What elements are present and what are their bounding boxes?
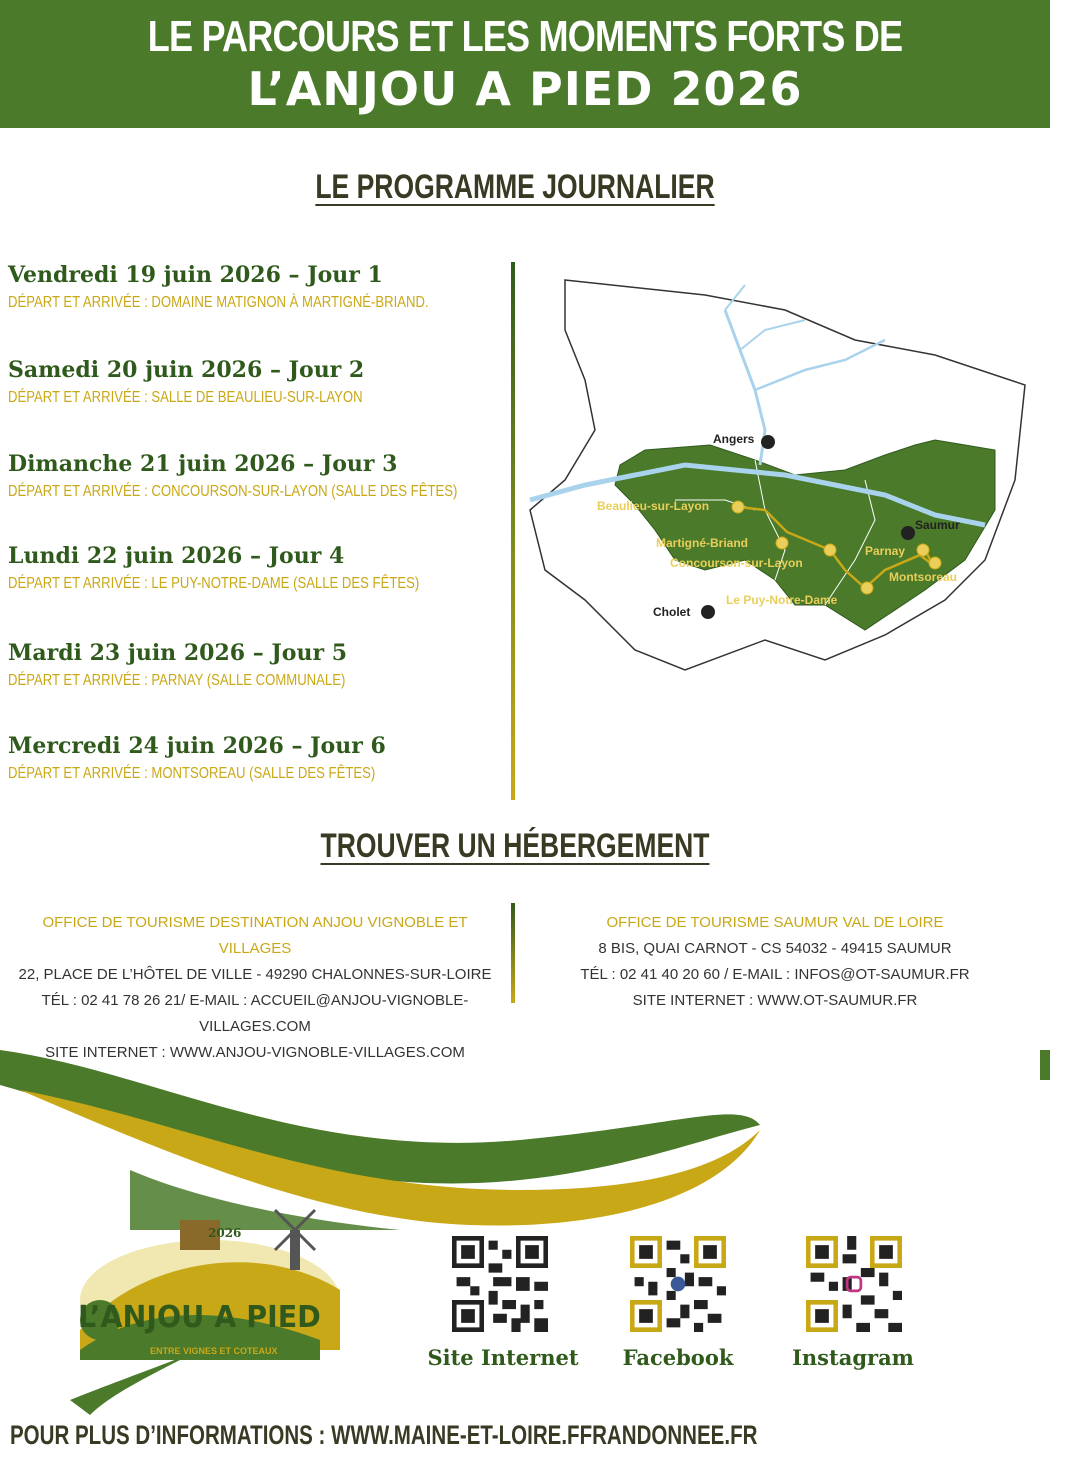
qr-code-facebook[interactable] xyxy=(630,1236,726,1332)
header-line-2: L’ANJOU A PIED 2026 xyxy=(247,62,803,116)
logo-year: 2026 xyxy=(208,1226,242,1240)
facebook-icon xyxy=(671,1277,686,1292)
office-name: OFFICE DE TOURISME DESTINATION ANJOU VIGNOBLE ET VILLAGES xyxy=(42,914,468,957)
footer-info: POUR PLUS D’INFORMATIONS : WWW.MAINE-ET-LOIRE.FFRANDONNEE.FR xyxy=(10,1420,758,1450)
office-contact: TÉL : 02 41 40 20 60 / E-MAIL : INFOS@OT-SAUMUR.FR xyxy=(580,966,970,983)
day-title: Dimanche 21 juin 2026 – Jour 3 xyxy=(8,451,398,477)
programme-title: LE PROGRAMME JOURNALIER xyxy=(315,168,715,206)
qr-code-site[interactable] xyxy=(452,1236,548,1332)
header-banner xyxy=(0,0,1050,128)
day-title: Mardi 23 juin 2026 – Jour 5 xyxy=(8,640,348,666)
day-4 xyxy=(8,543,509,593)
day-title: Samedi 20 juin 2026 – Jour 2 xyxy=(8,357,365,383)
day-detail: DÉPART ET ARRIVÉE : LE PUY-NOTRE-DAME (SALLE DES FÊTES) xyxy=(8,575,420,592)
day-detail: DÉPART ET ARRIVÉE : SALLE DE BEAULIEU-SUR-LAYON xyxy=(8,389,363,406)
office-divider xyxy=(511,903,515,1003)
day-detail: DÉPART ET ARRIVÉE : MONTSOREAU (SALLE DES FÊTES) xyxy=(8,765,376,782)
anjou-a-pied-logo xyxy=(60,1200,360,1420)
day-detail: DÉPART ET ARRIVÉE : DOMAINE MATIGNON À MARTIGNÉ-BRIAND. xyxy=(8,294,429,311)
day-1 xyxy=(8,262,521,312)
day-title: Mercredi 24 juin 2026 – Jour 6 xyxy=(8,733,386,759)
qr-label-site: Site Internet xyxy=(427,1345,579,1370)
city-label: Cholet xyxy=(653,605,691,619)
city-label: Saumur xyxy=(915,518,960,532)
logo-title: L’ANJOU A PIED xyxy=(78,1300,321,1335)
office-address: 8 BIS, QUAI CARNOT - CS 54032 - 49415 SAUMUR xyxy=(598,940,952,957)
stage-label: Parnay xyxy=(865,544,906,558)
day-3 xyxy=(8,451,556,501)
qr-label-facebook: Facebook xyxy=(622,1345,734,1370)
header-line-1: LE PARCOURS ET LES MOMENTS FORTS DE xyxy=(147,12,903,61)
office-saumur xyxy=(530,910,1020,1014)
logo-tagline: ENTRE VIGNES ET COTEAUX xyxy=(150,1346,278,1356)
day-title: Vendredi 19 juin 2026 – Jour 1 xyxy=(8,262,383,288)
day-2 xyxy=(8,357,440,407)
office-contact: TÉL : 02 41 78 26 21/ E-MAIL : ACCUEIL@ANJOU-VIGNOBLE-VILLAGES.COM xyxy=(41,992,469,1035)
stage-label: Martigné-Briand xyxy=(656,536,749,550)
stage-label: Le Puy-Notre-Dame xyxy=(726,593,838,607)
qr-label-instagram: Instagram xyxy=(792,1345,914,1370)
day-detail: DÉPART ET ARRIVÉE : PARNAY (SALLE COMMUNALE) xyxy=(8,672,346,689)
office-address: 22, PLACE DE L’HÔTEL DE VILLE - 49290 CHALONNES-SUR-LOIRE xyxy=(18,966,492,983)
stage-label: Montsoreau xyxy=(889,570,958,584)
office-web: SITE INTERNET : WWW.OT-SAUMUR.FR xyxy=(632,992,918,1009)
day-6 xyxy=(8,733,456,783)
day-5 xyxy=(8,640,419,690)
city-label: Angers xyxy=(713,432,755,446)
stage-label: Concourson-sur-Layon xyxy=(670,556,803,570)
office-web: SITE INTERNET : WWW.ANJOU-VIGNOBLE-VILLAGES.COM xyxy=(45,1044,465,1061)
stage-label: Beaulieu-sur-Layon xyxy=(597,499,710,513)
hebergement-title: TROUVER UN HÉBERGEMENT xyxy=(320,827,710,865)
qr-code-instagram[interactable] xyxy=(806,1236,902,1332)
column-divider xyxy=(511,262,515,800)
route-map xyxy=(525,270,1050,690)
office-name: OFFICE DE TOURISME SAUMUR VAL DE LOIRE xyxy=(606,914,944,931)
day-title: Lundi 22 juin 2026 – Jour 4 xyxy=(8,543,345,569)
day-detail: DÉPART ET ARRIVÉE : CONCOURSON-SUR-LAYON (SALLE DES FÊTES) xyxy=(8,483,458,500)
